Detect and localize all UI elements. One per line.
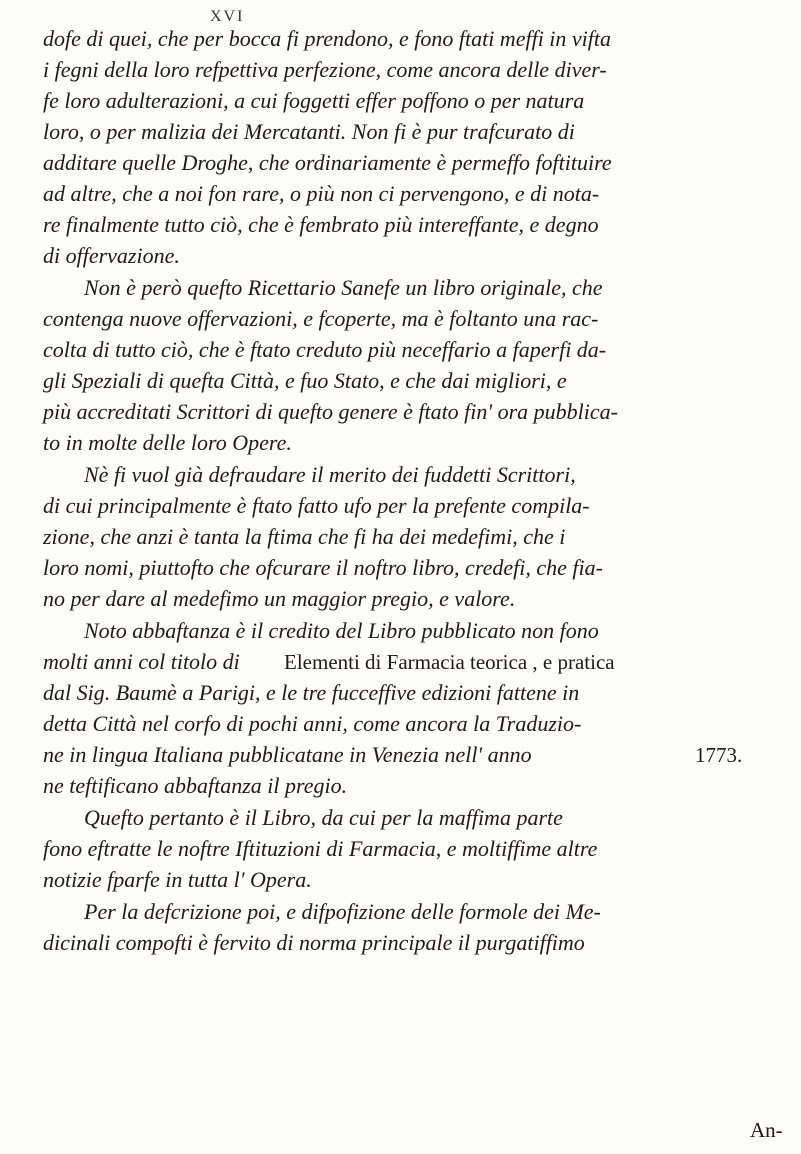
page-number: XVI	[210, 8, 245, 25]
text-line: colta di tutto ciò, che è ftato creduto più neceffario a faperfi da-	[43, 337, 607, 362]
text-line: molti anni col titolo di	[43, 649, 240, 674]
text-line: di cui principalmente è ftato fatto ufo per la prefente compila-	[43, 493, 590, 518]
paragraph-first-line: Per la defcrizione poi, e difpofizione delle formole dei Me-	[84, 899, 601, 924]
text-line: re finalmente tutto ciò, che è fembrato più intereffante, e degno	[43, 212, 599, 237]
text-line: contenga nuove offervazioni, e fcoperte, ma è foltanto una rac-	[43, 306, 599, 331]
text-line: notizie fparfe in tutta l' Opera.	[43, 867, 312, 892]
text-line: di offervazione.	[43, 243, 180, 268]
text-line: ne teftificano abbaftanza il pregio.	[43, 773, 348, 798]
text-line: no per dare al medefimo un maggior pregio, e valore.	[43, 586, 516, 611]
text-line: ne in lingua Italiana pubblicatane in Venezia nell' anno	[43, 742, 532, 767]
text-line: ad altre, che a noi fon rare, o più non ci pervengono, e di nota-	[43, 181, 600, 206]
text-line: più accreditati Scrittori di quefto genere è ftato fin' ora pubblica-	[43, 399, 618, 424]
text-line: dofe di quei, che per bocca fi prendono, e fono ftati meffi in vifta	[43, 26, 612, 51]
book-title-roman: Elementi di Farmacia teorica , e pratica	[284, 650, 615, 674]
text-line: fono eftratte le noftre Iftituzioni di Farmacia, e moltiffime altre	[43, 836, 598, 861]
text-line: gli Speziali di quefta Città, e fuo Stato, e che dai migliori, e	[43, 368, 567, 393]
text-line: i fegni della loro refpettiva perfezione, come ancora delle diver-	[43, 57, 607, 82]
text-line: loro nomi, piuttofto che ofcurare il noftro libro, credefi, che fia-	[43, 555, 603, 580]
text-line: zione, che anzi è tanta la ftima che fi ha dei medefimi, che i	[43, 524, 566, 549]
text-line: fe loro adulterazioni, a cui foggetti effer poffono o per natura	[43, 88, 585, 113]
text-line: loro, o per malizia dei Mercatanti. Non fi è pur trafcurato di	[43, 119, 575, 144]
text-line: to in molte delle loro Opere.	[43, 430, 292, 455]
paragraph-first-line: Non è però quefto Ricettario Sanefe un libro originale, che	[84, 275, 603, 300]
year-roman: 1773.	[695, 743, 743, 767]
paragraph-first-line: Quefto pertanto è il Libro, da cui per la maffima parte	[84, 805, 563, 830]
paragraph-first-line: Noto abbaftanza è il credito del Libro pubblicato non fono	[84, 618, 599, 643]
catchword: An-	[750, 1118, 783, 1142]
text-line: dal Sig. Baumè a Parigi, e le tre fucceffive edizioni fattene in	[43, 680, 580, 705]
paragraph-first-line: Nè fi vuol già defraudare il merito dei fuddetti Scrittori,	[84, 462, 576, 487]
text-line: dicinali compofti è fervito di norma principale il purgatiffimo	[43, 930, 585, 955]
text-line: additare quelle Droghe, che ordinariamente è permeffo foftituire	[43, 150, 612, 175]
text-line: detta Città nel corfo di pochi anni, come ancora la Traduzio-	[43, 711, 582, 736]
